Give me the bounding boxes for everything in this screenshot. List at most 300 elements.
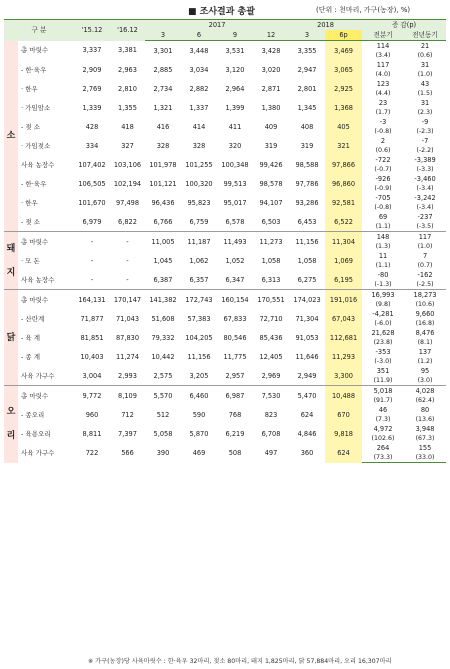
change-cell: 264: [376, 444, 390, 452]
value-cell: 3,381: [118, 46, 137, 55]
value-cell: 6,979: [82, 217, 102, 226]
value-cell: 6,578: [225, 217, 245, 226]
value-cell: 172,743: [181, 290, 217, 310]
value-cell: 97,786: [295, 179, 319, 188]
value-cell: 2,734: [153, 84, 173, 93]
value-cell: 624: [300, 410, 314, 419]
value-cell-highlight: 6,522: [325, 212, 362, 232]
percent-cell: (0.7): [417, 261, 433, 269]
value-cell: 5,470: [289, 386, 325, 406]
value-cell: 11,005: [145, 232, 181, 252]
change-cell: 351: [376, 367, 390, 375]
change-cell: 95: [420, 367, 430, 375]
row-label: - 종오리: [21, 410, 45, 419]
change-cell: 16,993: [362, 290, 404, 301]
change-cell: 11: [378, 252, 388, 260]
row-label: 총 마릿수: [21, 46, 49, 55]
row-label: 총 마릿수: [18, 386, 74, 406]
percent-cell: (13.6): [415, 415, 435, 423]
header-2016-12: '16.12: [110, 20, 145, 41]
value-cell: 106,505: [78, 179, 106, 188]
value-cell: 712: [121, 410, 134, 419]
table-row: [4, 41, 446, 52]
value-cell: 79,332: [151, 333, 175, 342]
percent-cell: (-3.5): [416, 222, 434, 230]
row-label: · 한우: [21, 84, 38, 93]
value-cell: 67,833: [223, 314, 247, 323]
table-row: [4, 366, 446, 376]
percent-cell: (11.9): [373, 376, 393, 384]
category-name: 소: [6, 130, 16, 141]
row-label: - 젖 소: [21, 217, 41, 226]
category-label: [4, 290, 18, 386]
value-cell: 80,546: [223, 333, 247, 342]
percent-cell: (1.3): [375, 242, 391, 250]
value-cell: 1,058: [297, 256, 317, 265]
footnote: ※ 가구(농장)당 사육마릿수 : 한·육우 32마리, 젖소 80마리, 돼지 1,825마리, 닭 57,884마리, 오리 16,307마리: [88, 658, 392, 665]
change-cell: 8,476: [415, 329, 435, 337]
value-cell: 71,043: [115, 314, 140, 323]
value-cell-highlight: 3,469: [325, 41, 362, 61]
value-cell-highlight: 1,368: [325, 98, 362, 117]
value-cell: 409: [264, 122, 278, 131]
value-cell: 3,120: [225, 65, 245, 74]
percent-cell: (91.7): [373, 396, 393, 404]
change-cell: 114: [376, 42, 390, 50]
value-cell: 3,004: [82, 371, 102, 380]
row-label: - 한·육우: [21, 65, 47, 74]
value-cell: 170,147: [110, 290, 145, 310]
table-row: [4, 174, 446, 184]
value-cell: 100,348: [221, 160, 249, 169]
change-cell: 43: [420, 80, 430, 88]
category-name: 돼 지: [6, 243, 16, 278]
value-cell: 164,131: [74, 290, 110, 310]
percent-cell: (9.8): [375, 300, 391, 308]
percent-cell: (1.0): [417, 70, 433, 78]
value-cell: 566: [121, 448, 134, 457]
value-cell: 2,810: [118, 84, 137, 93]
percent-cell: (62.4): [415, 396, 435, 404]
table-row: [4, 270, 446, 280]
percent-cell: (-0.8): [374, 127, 392, 135]
value-cell: 2,969: [261, 371, 281, 380]
percent-cell: (-2.5): [416, 280, 434, 288]
percent-cell: (-6.0): [374, 319, 392, 327]
value-cell: 319: [264, 141, 278, 150]
value-cell: 3,301: [153, 46, 173, 55]
value-cell: 5,058: [153, 429, 173, 438]
percent-cell: (3.4): [375, 51, 391, 59]
value-cell: 328: [192, 141, 206, 150]
change-cell: 123: [376, 80, 390, 88]
percent-cell: (-2.3): [416, 127, 434, 135]
value-cell: 2,801: [297, 84, 317, 93]
change-cell: 3,948: [415, 425, 435, 433]
change-cell: 148: [362, 232, 404, 243]
value-cell: 497: [264, 448, 278, 457]
change-cell: -3,460: [414, 175, 436, 183]
percent-cell: (-3.4): [416, 203, 434, 211]
value-cell: 3,205: [189, 371, 209, 380]
value-cell: 7,530: [253, 386, 289, 406]
value-cell: 11,274: [115, 352, 140, 361]
value-cell: -: [126, 256, 129, 265]
value-cell: -: [90, 275, 94, 284]
value-cell: -: [110, 232, 145, 252]
row-label: · 한우: [21, 198, 38, 207]
percent-cell: (-0.8): [374, 203, 392, 211]
percent-cell: (16.8): [415, 319, 435, 327]
row-label: 사육 농장수: [21, 275, 55, 284]
value-cell: 6,708: [261, 429, 281, 438]
percent-cell: (102.6): [371, 434, 395, 442]
change-cell: 21: [420, 42, 430, 50]
percent-cell: (1.1): [375, 222, 391, 230]
percent-cell: (73.3): [362, 453, 404, 463]
header-2017-q: 12: [253, 30, 289, 41]
value-cell: 6,275: [297, 275, 317, 284]
value-cell: 2,957: [225, 371, 245, 380]
value-cell-highlight: 3,300: [325, 366, 362, 386]
value-cell: 94,107: [259, 198, 283, 207]
value-cell: 6,766: [153, 217, 173, 226]
percent-cell: (1.0): [417, 242, 433, 250]
value-cell: -: [90, 256, 94, 265]
value-cell: 1,380: [261, 103, 281, 112]
header-2017-q: 6: [181, 30, 217, 41]
value-cell: 95,823: [187, 198, 211, 207]
change-cell: 155: [418, 444, 432, 452]
category-label: [4, 41, 18, 232]
change-cell: -3: [379, 118, 387, 126]
value-cell: 590: [192, 410, 206, 419]
value-cell: 104,205: [185, 333, 213, 342]
value-cell: 327: [121, 141, 134, 150]
row-label: · 모 돈: [21, 256, 40, 265]
header-change: 증 감(p): [362, 20, 446, 31]
value-cell-highlight: 9,818: [325, 424, 362, 443]
header-2018: 2018: [289, 20, 362, 31]
value-cell: 1,337: [189, 103, 209, 112]
header-group: 구 분: [4, 20, 74, 41]
table-row: [4, 193, 446, 203]
value-cell: 107,402: [78, 160, 106, 169]
value-cell: 469: [192, 448, 206, 457]
percent-cell: (10.6): [415, 300, 435, 308]
table-row: [4, 347, 446, 357]
category-label: [4, 386, 18, 463]
percent-cell: (0.6): [375, 146, 391, 154]
value-cell: 2,882: [189, 84, 209, 93]
value-cell: 91,053: [295, 333, 319, 342]
table-row: [4, 290, 446, 301]
row-label: - 젖 소: [21, 122, 41, 131]
livestock-summary-table: [4, 19, 446, 463]
change-cell: -3,389: [414, 156, 436, 164]
value-cell: 6,759: [189, 217, 209, 226]
table-row: [4, 386, 446, 397]
change-cell: 31: [420, 61, 430, 69]
change-cell: 23: [378, 99, 388, 107]
change-cell: 9,660: [415, 310, 435, 318]
value-cell: 87,830: [115, 333, 140, 342]
value-cell: 95,017: [223, 198, 247, 207]
change-cell: 31: [420, 99, 430, 107]
value-cell: 6,460: [181, 386, 217, 406]
value-cell: 508: [228, 448, 242, 457]
category-name: 닭: [6, 332, 16, 343]
table-row: [4, 328, 446, 338]
table-row: [4, 405, 446, 415]
value-cell: 2,949: [297, 371, 317, 380]
value-cell: 11,646: [295, 352, 319, 361]
value-cell: 3,448: [189, 46, 209, 55]
percent-cell: (1.1): [375, 261, 391, 269]
row-label: 사육 가구수: [21, 371, 55, 380]
value-cell-highlight: 11,293: [325, 347, 362, 366]
row-label: 사육 가구수: [21, 448, 55, 457]
value-cell: 81,851: [80, 333, 104, 342]
value-cell: 99,513: [223, 179, 247, 188]
change-cell: -237: [417, 213, 433, 221]
header-2018-q-highlight: 6p: [325, 30, 362, 41]
value-cell-highlight: 405: [325, 117, 362, 136]
change-cell: 18,273: [404, 290, 446, 301]
header-prev-year: 전년동기: [404, 30, 446, 41]
table-row: [4, 309, 446, 319]
value-cell: 960: [85, 410, 99, 419]
value-cell: 3,034: [189, 65, 209, 74]
value-cell: 5,570: [145, 386, 181, 406]
value-cell: 2,993: [118, 371, 137, 380]
change-cell: 137: [418, 348, 432, 356]
table-row: [4, 424, 446, 434]
value-cell: 7,397: [118, 429, 137, 438]
value-cell: 160,154: [217, 290, 253, 310]
header-2018-q: 3: [289, 30, 325, 41]
value-cell: 4,846: [297, 429, 317, 438]
value-cell: 97,498: [115, 198, 140, 207]
value-cell: 6,503: [261, 217, 281, 226]
value-cell-highlight: 3,065: [325, 60, 362, 79]
value-cell: 85,436: [259, 333, 283, 342]
row-label: - 한·육우: [21, 179, 47, 188]
change-cell: -722: [375, 156, 391, 164]
row-label: - 육 계: [21, 333, 41, 342]
value-cell: 1,058: [261, 256, 281, 265]
value-cell: 98,578: [259, 179, 283, 188]
value-cell-highlight: 112,681: [325, 328, 362, 347]
percent-cell: (-0.7): [374, 165, 392, 173]
change-cell: -9: [421, 118, 429, 126]
category-label: [4, 232, 18, 290]
percent-cell: (-2.2): [416, 146, 434, 154]
percent-cell: (33.0): [404, 453, 446, 463]
percent-cell: (-3.4): [416, 184, 434, 192]
value-cell: 11,493: [217, 232, 253, 252]
value-cell: 12,405: [259, 352, 283, 361]
value-cell: 768: [228, 410, 242, 419]
value-cell: 1,062: [189, 256, 209, 265]
value-cell: 2,575: [153, 371, 173, 380]
category-name: 오 리: [6, 407, 16, 442]
value-cell: 3,531: [225, 46, 245, 55]
percent-cell: (4.0): [375, 70, 391, 78]
value-cell: 2,963: [118, 65, 137, 74]
change-cell: 69: [378, 213, 388, 221]
value-cell: 2,947: [297, 65, 317, 74]
value-cell: 3,355: [297, 46, 317, 55]
value-cell: 1,052: [225, 256, 245, 265]
value-cell: 10,442: [151, 352, 175, 361]
row-label: · 가임젖소: [21, 141, 51, 150]
header-2017: 2017: [145, 20, 289, 31]
percent-cell: (-3.3): [416, 165, 434, 173]
value-cell: 1,339: [82, 103, 102, 112]
value-cell: 102,194: [113, 179, 142, 188]
value-cell: 6,387: [153, 275, 173, 284]
value-cell-highlight: 92,581: [325, 193, 362, 212]
percent-cell: (-0.9): [374, 184, 392, 192]
header-2017-q: 3: [145, 30, 181, 41]
percent-cell: (1.7): [375, 108, 391, 116]
value-cell: 96,436: [151, 198, 175, 207]
percent-cell: (2.3): [417, 108, 433, 116]
value-cell: 2,871: [261, 84, 281, 93]
table-row: [4, 443, 446, 453]
table-row: [4, 212, 446, 222]
value-cell: 408: [300, 122, 314, 131]
value-cell: 71,877: [80, 314, 104, 323]
table-row: [4, 232, 446, 243]
value-cell: 11,187: [181, 232, 217, 252]
change-cell: 4,028: [404, 386, 446, 397]
value-cell: 2,769: [82, 84, 102, 93]
value-cell: 390: [156, 448, 170, 457]
change-cell: 4,972: [373, 425, 393, 433]
percent-cell: (3.0): [417, 376, 433, 384]
change-cell: 21,628: [371, 329, 395, 337]
table-row: [4, 117, 446, 127]
change-cell: -7: [421, 137, 429, 145]
percent-cell: (1.2): [417, 357, 433, 365]
value-cell-highlight: 97,866: [325, 155, 362, 174]
value-cell: 1,355: [118, 103, 137, 112]
value-cell-highlight: 67,043: [325, 309, 362, 328]
row-label: - 육용오리: [21, 429, 51, 438]
value-cell: 411: [228, 122, 242, 131]
value-cell: 1,045: [153, 256, 173, 265]
value-cell-highlight: 1,069: [325, 251, 362, 270]
change-cell: 117: [404, 232, 446, 243]
value-cell: 3,020: [261, 65, 281, 74]
row-label: - 종 계: [21, 352, 41, 361]
header-2017-q: 9: [217, 30, 253, 41]
change-cell: -353: [375, 348, 391, 356]
value-cell: 72,710: [259, 314, 283, 323]
change-cell: 117: [376, 61, 390, 69]
value-cell: 1,345: [297, 103, 317, 112]
value-cell: 51,608: [151, 314, 175, 323]
change-cell: 46: [378, 406, 388, 414]
change-cell: 80: [420, 406, 430, 414]
percent-cell: (8.1): [417, 338, 433, 346]
value-cell: 319: [300, 141, 314, 150]
value-cell: 3,337: [82, 46, 102, 55]
percent-cell: (0.6): [417, 51, 433, 59]
value-cell: 6,822: [118, 217, 137, 226]
table-row: [4, 60, 446, 70]
row-label: 총 마릿수: [18, 232, 74, 252]
percent-cell: (67.3): [415, 434, 435, 442]
value-cell: 414: [192, 122, 206, 131]
value-cell: 98,588: [295, 160, 319, 169]
value-cell: 101,255: [185, 160, 213, 169]
value-cell-highlight: 321: [325, 136, 362, 155]
value-cell: 141,382: [145, 290, 181, 310]
page-title: ■ 조사결과 총괄: [188, 7, 255, 17]
value-cell-highlight: 96,860: [325, 174, 362, 193]
value-cell-highlight: 6,195: [325, 270, 362, 290]
value-cell-highlight: 624: [325, 443, 362, 463]
value-cell: 416: [156, 122, 170, 131]
change-cell: 5,018: [362, 386, 404, 397]
unit-note: (단위 : 천마리, 가구(농장), %): [316, 6, 411, 14]
value-cell: 320: [228, 141, 242, 150]
value-cell-highlight: 670: [325, 405, 362, 424]
table-row: [4, 79, 446, 89]
value-cell: 101,978: [149, 160, 177, 169]
value-cell: 11,273: [253, 232, 289, 252]
change-cell: -162: [417, 271, 433, 279]
row-label: 사육 농장수: [21, 160, 55, 169]
value-cell: 6,313: [261, 275, 281, 284]
value-cell: 6,219: [225, 429, 245, 438]
value-cell: 823: [264, 410, 278, 419]
header-2015-12: '15.12: [74, 20, 110, 41]
value-cell: 428: [85, 122, 99, 131]
value-cell: 11,156: [289, 232, 325, 252]
value-cell: 1,399: [225, 103, 245, 112]
value-cell: 2,885: [153, 65, 173, 74]
value-cell: 9,772: [74, 386, 110, 406]
value-cell: 6,453: [297, 217, 317, 226]
value-cell: 8,811: [82, 429, 102, 438]
change-cell: -926: [375, 175, 391, 183]
percent-cell: (1.5): [417, 89, 433, 97]
table-row: [4, 136, 446, 146]
value-cell: 2,964: [225, 84, 245, 93]
value-cell: 174,023: [289, 290, 325, 310]
percent-cell: (-3.0): [374, 357, 392, 365]
value-cell: 328: [156, 141, 170, 150]
value-cell: 6,347: [225, 275, 245, 284]
value-cell-highlight: 191,016: [325, 290, 362, 310]
change-cell: -3,242: [414, 194, 436, 202]
value-cell: 100,320: [185, 179, 213, 188]
value-cell: 3,428: [261, 46, 281, 55]
change-cell: -80: [377, 271, 389, 279]
value-cell: 57,383: [187, 314, 211, 323]
value-cell: 101,670: [78, 198, 106, 207]
change-cell: 7: [422, 252, 428, 260]
value-cell: 101,121: [149, 179, 177, 188]
value-cell: 11,156: [187, 352, 211, 361]
value-cell: 5,870: [189, 429, 209, 438]
row-label: 총 마릿수: [18, 290, 74, 310]
value-cell: 170,551: [253, 290, 289, 310]
